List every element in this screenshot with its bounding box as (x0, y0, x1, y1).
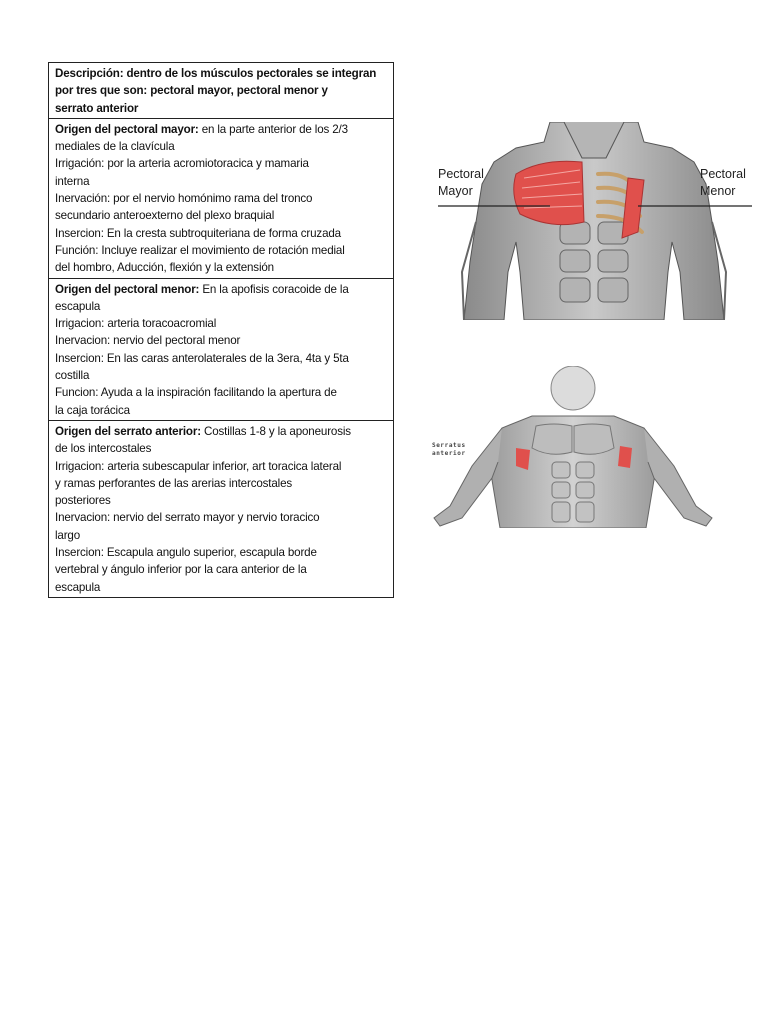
table-line (55, 121, 387, 138)
muscle-info-table (48, 62, 394, 598)
table-line (55, 82, 387, 99)
text-segment: En la apofisis coracoide de la (202, 282, 349, 296)
text-segment: escapula (55, 580, 101, 594)
text-segment: Función: Incluye realizar el movimiento de rotación medial (55, 243, 345, 257)
text-segment: mediales de la clavícula (55, 140, 175, 154)
table-line (55, 65, 387, 82)
label-serratus-anterior: Serratus anterior (432, 442, 466, 457)
text-segment: costilla (55, 369, 90, 383)
table-line (55, 298, 387, 315)
text-segment: en la parte anterior de los 2/3 (201, 122, 348, 136)
text-segment: posteriores (55, 494, 111, 508)
table-line (55, 509, 387, 526)
text-segment: serrato anterior (55, 101, 139, 115)
table-line (55, 475, 387, 492)
table-row (49, 278, 394, 420)
text-segment: Inervacion: nervio del serrato mayor y nervio toracico (55, 511, 320, 525)
table-line (55, 458, 387, 475)
text-segment: escapula (55, 299, 101, 313)
text-segment: Origen del pectoral menor: (55, 282, 203, 296)
text-segment: por tres que son: (55, 84, 151, 98)
text-segment: secundario anteroexterno del plexo braquial (55, 209, 275, 223)
text-segment: la caja torácica (55, 403, 130, 417)
text-segment: Irrigacion: arteria subescapular inferior, art toracica lateral (55, 459, 342, 473)
table-line (55, 138, 387, 155)
serratus-right-highlight (618, 446, 632, 468)
label-pectoral-menor: Pectoral Menor (700, 167, 746, 198)
table-line (55, 332, 387, 349)
label-pectoral-mayor: Pectoral Mayor (438, 167, 484, 198)
text-segment: Inervacion: nervio del pectoral menor (55, 334, 241, 348)
text-segment: Inervación: por el nervio homónimo rama del tronco (55, 192, 313, 206)
text-segment: Insercion: Escapula angulo superior, escapula borde (55, 546, 317, 560)
table-line (55, 242, 387, 259)
text-segment: del hombro, Aducción, flexión y la extensión (55, 261, 274, 275)
table-line (55, 225, 387, 242)
text-segment: Irrigación: por la arteria acromiotoracica y mamaria (55, 157, 309, 171)
table-line (55, 315, 387, 332)
table-line (55, 281, 387, 298)
text-segment: pectoral mayor, pectoral menor y (150, 84, 328, 98)
text-segment: Insercion: En la cresta subtroquiteriana de forma cruzada (55, 226, 341, 240)
table-line (55, 579, 387, 596)
table-line (55, 527, 387, 544)
table-row (49, 420, 394, 597)
text-segment: largo (55, 528, 81, 542)
table-line (55, 173, 387, 190)
text-segment: de los intercostales (55, 442, 152, 456)
table-row (49, 63, 394, 119)
table-line (55, 561, 387, 578)
text-segment: Costillas 1-8 y la aponeurosis (203, 424, 351, 438)
pectoral-muscles-figure (432, 122, 756, 320)
upper-body-illustration (432, 366, 714, 528)
text-segment: vertebral y ángulo inferior por la cara anterior de la (55, 563, 307, 577)
text-segment: Origen del serrato anterior: (55, 424, 204, 438)
table-line (55, 259, 387, 276)
table-line (55, 207, 387, 224)
text-segment: Insercion: En las caras anterolaterales de la 3era, 4ta y 5ta (55, 351, 349, 365)
table-line (55, 544, 387, 561)
row-pectoral-mayor (49, 118, 394, 278)
row-serrato-anterior (49, 420, 394, 597)
table-line (55, 492, 387, 509)
text-segment: y ramas perforantes de las arerias intercostales (55, 476, 293, 490)
text-segment: interna (55, 174, 90, 188)
table-line (55, 190, 387, 207)
table-line (55, 440, 387, 457)
table-line (55, 350, 387, 367)
text-segment: Descripción: dentro de los músculos pectorales se integran (55, 67, 377, 80)
torso-illustration (432, 122, 756, 320)
table-line (55, 100, 387, 117)
table-row (49, 118, 394, 278)
row-pectoral-menor (49, 278, 394, 420)
serratus-anterior-figure (432, 366, 714, 528)
row-description (49, 63, 394, 119)
table-line (55, 367, 387, 384)
text-segment: Irrigacion: arteria toracoacromial (55, 317, 217, 331)
table-line (55, 155, 387, 172)
table-line (55, 402, 387, 419)
table-line (55, 384, 387, 401)
text-segment: Origen del pectoral mayor: (55, 122, 202, 136)
table-line (55, 423, 387, 440)
text-segment: Funcion: Ayuda a la inspiración facilitando la apertura de (55, 386, 337, 400)
